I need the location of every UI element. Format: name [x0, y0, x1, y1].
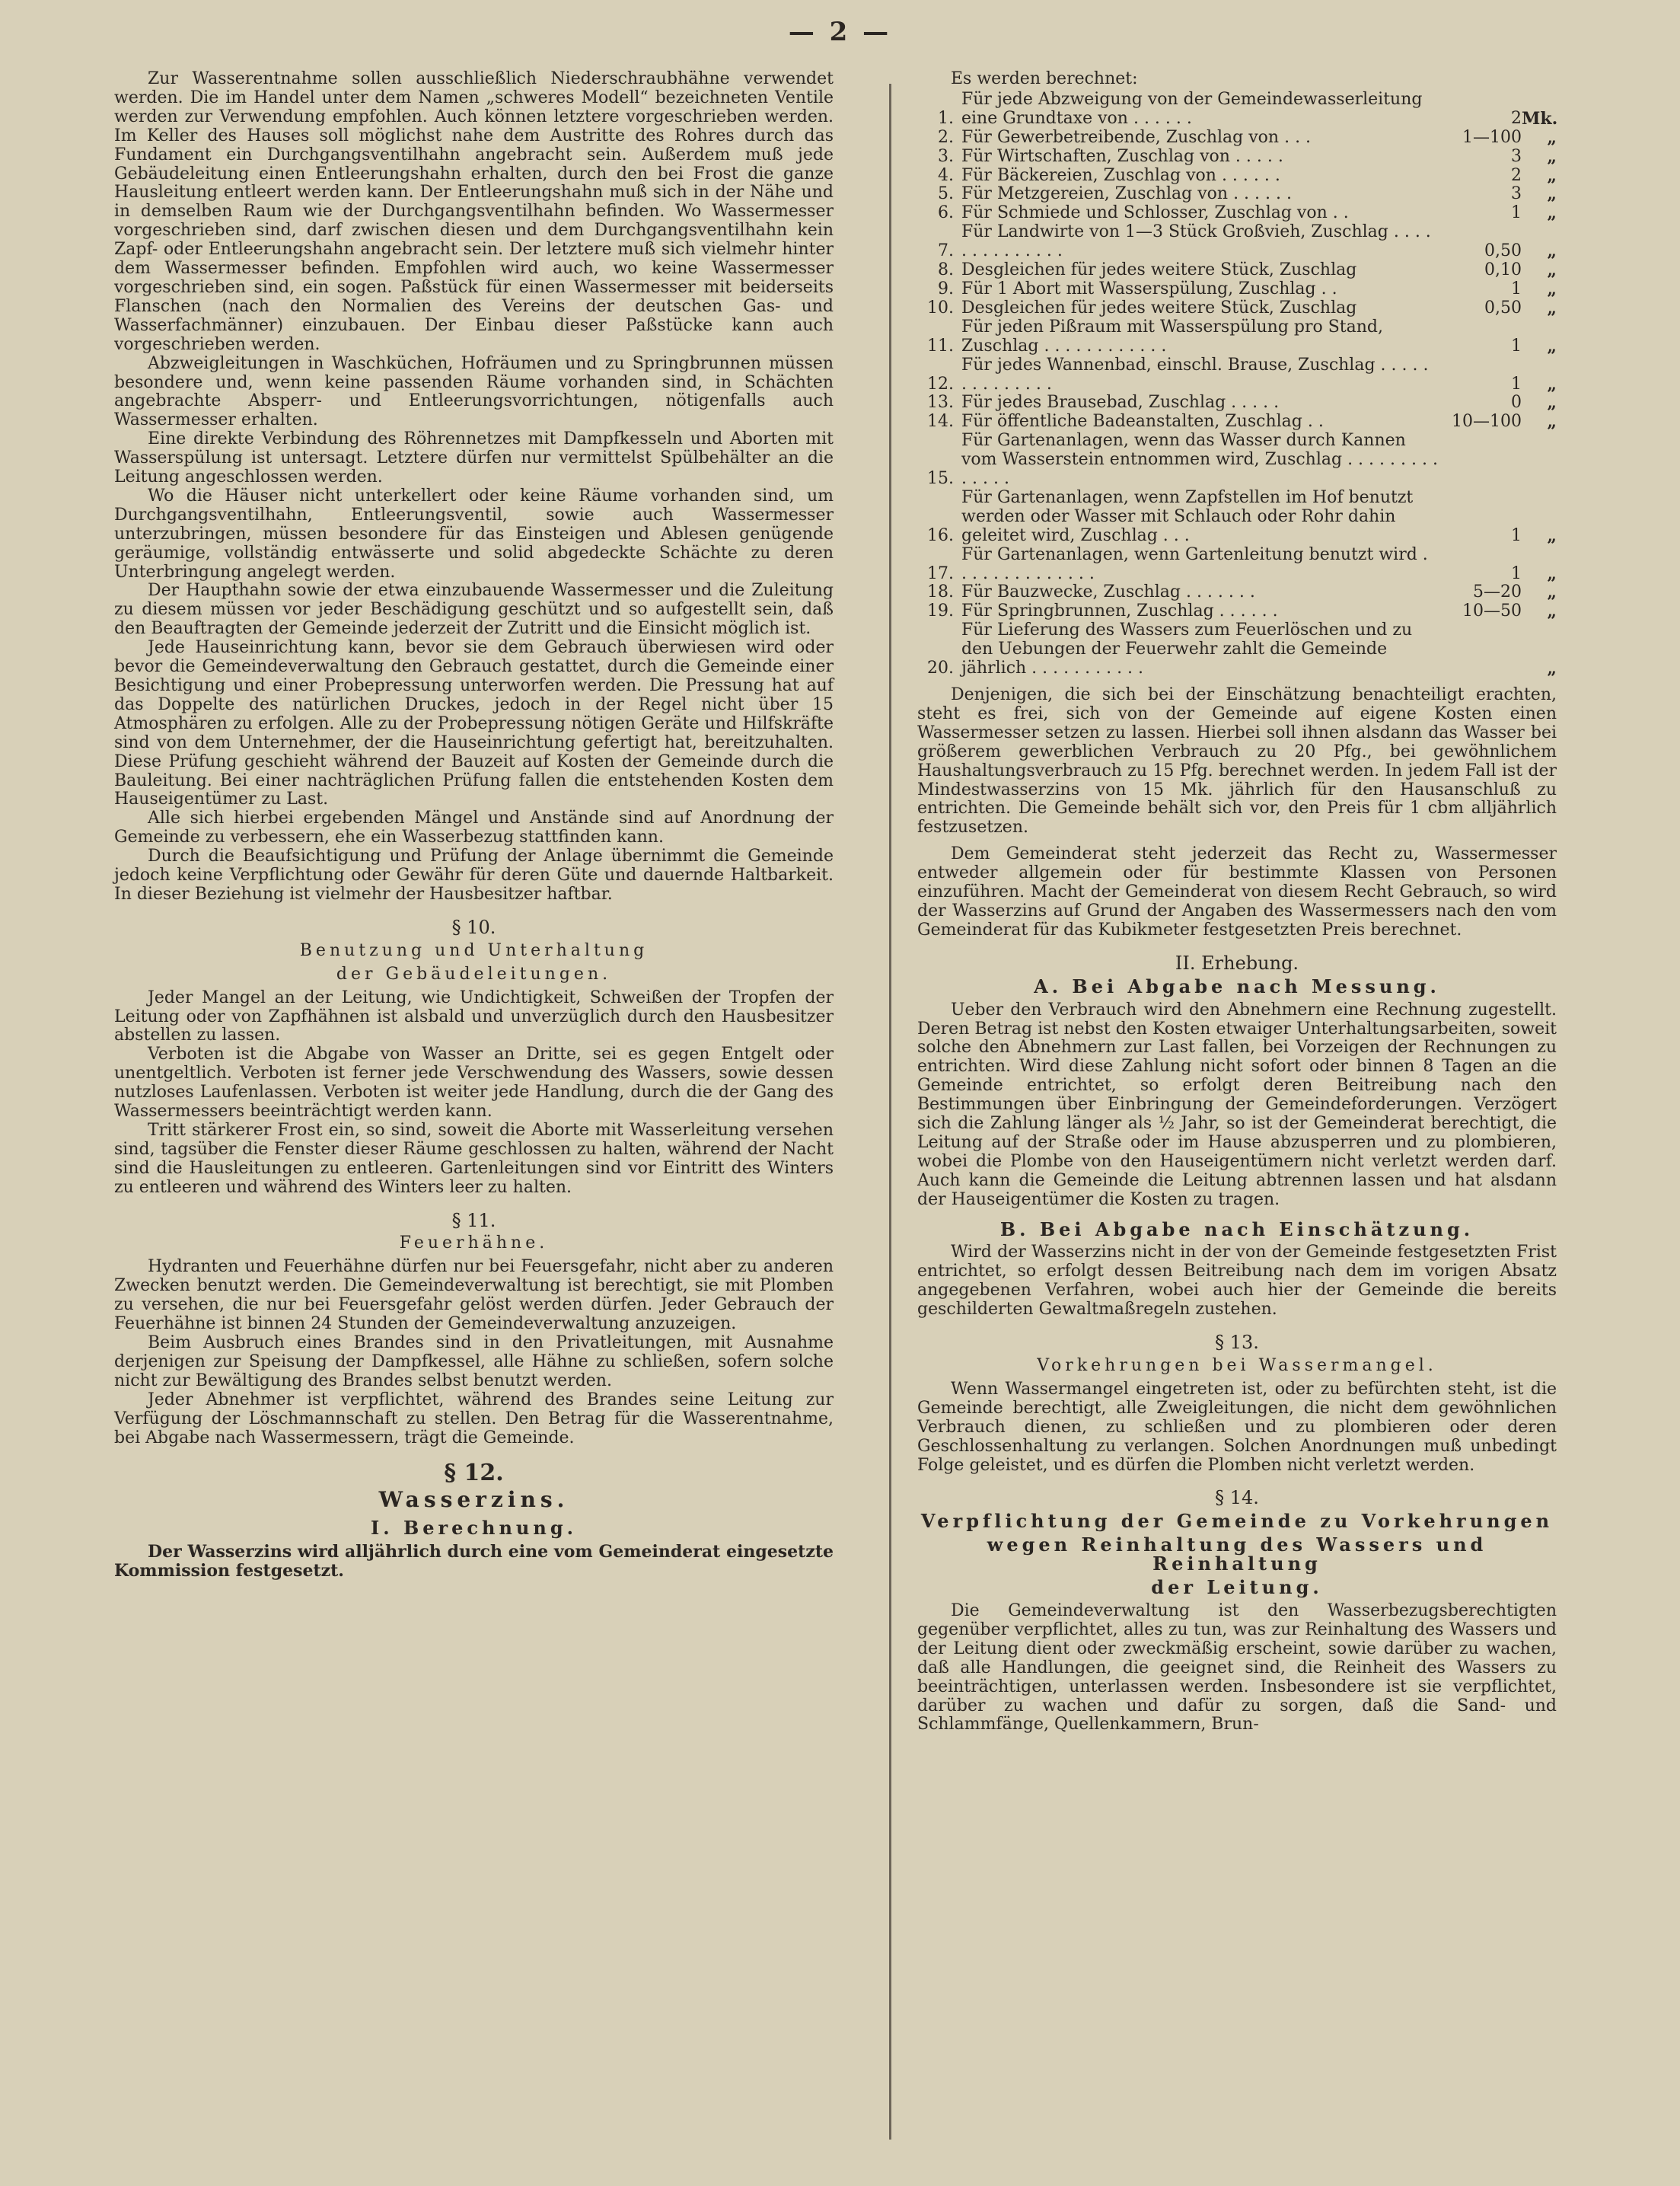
fee-unit: „: [1547, 582, 1557, 603]
section-title-12: Wasserzins.: [378, 1487, 569, 1513]
fees-intro: Es werden berechnet:: [951, 69, 1138, 88]
fee-amount: 1: [1511, 279, 1522, 298]
fee-number: 6.: [938, 203, 954, 223]
fee-amount: 3: [1511, 146, 1522, 166]
fee-row: [917, 129, 1557, 148]
paragraph: Verboten ist die Abgabe von Wasser an Dritte, sei es gegen Entgelt oder unentgeltlich. Verboten ist ferner jede Verschwendung des Wassers, sowie dessen nutzloses Laufenlassen. Verboten ist weiter jede Handlung, durch die der Gang des Wassermessers beeinträchtigt werden kann.: [114, 1045, 834, 1122]
section-title-14-line2: wegen Reinhaltung des Wassers und Reinhaltung: [987, 1533, 1487, 1575]
fee-description: Für jede Abzweigung von der Gemeindewasserleitung eine Grundtaxe von . . . . . .: [961, 89, 1423, 128]
fee-row: [917, 432, 1557, 489]
fee-number: 20.: [927, 659, 954, 678]
fee-row: [917, 223, 1557, 261]
fee-number: 11.: [927, 336, 954, 356]
fee-unit: „: [1547, 298, 1557, 318]
fee-row: [917, 261, 1557, 280]
paragraph: Denjenigen, die sich bei der Einschätzung benachteiligt erachten, steht es frei, sich von der Gemeinde auf eigene Kosten einen Wassermesser setzen zu lassen. Hierbei soll ihnen alsdann das Wasser bei größerem gewerblichen Verbrauch zu 20 Pfg., bei gewöhnlichem Haushaltungsverbrauch zu 15 Pfg. berechnet werden. In jedem Fall ist der Mindestwasserzins von 15 Mk. jährlich für den Hausanschluß zu entrichten. Die Gemeinde behält sich vor, den Preis für 1 cbm alljährlich festzusetzen.: [917, 685, 1557, 838]
section-number-10: § 10.: [451, 916, 496, 938]
fee-amount: 1: [1511, 336, 1522, 356]
fee-unit: „: [1547, 184, 1557, 205]
subsection-title-b: B. Bei Abgabe nach Einschätzung.: [999, 1217, 1474, 1240]
fee-row: [917, 489, 1557, 546]
left-column: [114, 70, 834, 1581]
section-title-11: Feuerhähne.: [399, 1233, 549, 1253]
fee-row: [917, 356, 1557, 394]
fee-unit: „: [1547, 146, 1557, 167]
fee-number: 7.: [938, 241, 954, 261]
fee-amount: 1: [1511, 563, 1522, 583]
paragraph: Jede Hauseinrichtung kann, bevor sie dem Gebrauch überwiesen wird oder bevor die Gemeindeverwaltung den Gebrauch gestattet, durch die Gemeinde einer Besichtigung und einer Probepressung unterworfen werden. Die Pressung hat auf das Doppelte des natürlichen Druckes, jedoch in der Regel nicht über 15 Atmosphären zu erfolgen. Alle zu der Probepressung nötigen Geräte und Hilfskräfte sind von dem Unternehmer, der die Hauseinrichtung gefertigt hat, bereitzuhalten. Diese Prüfung geschieht während der Bauzeit auf Kosten der Gemeinde durch die Bauleitung. Bei einer nachträglichen Prüfung fallen die entstehenden Kosten dem Hauseigentümer zu Last.: [114, 638, 834, 809]
fee-number: 16.: [927, 525, 954, 545]
paragraph: Der Wasserzins wird alljährlich durch eine vom Gemeinderat eingesetzte Kommission festgesetzt.: [114, 1542, 834, 1581]
fee-unit: „: [1547, 659, 1557, 679]
fee-description: Für 1 Abort mit Wasserspülung, Zuschlag . .: [961, 279, 1337, 298]
fee-number: 1.: [938, 108, 954, 128]
fee-amount: 0: [1511, 393, 1522, 413]
section-title-14-line3: der Leitung.: [1151, 1576, 1323, 1599]
section-title-13: Vorkehrungen bei Wassermangel.: [1037, 1356, 1437, 1375]
fee-description: Für Schmiede und Schlosser, Zuschlag von . .: [961, 203, 1349, 223]
page-number: — 2 —: [788, 17, 892, 47]
fee-amount: 3: [1511, 184, 1522, 204]
fee-unit: „: [1547, 336, 1557, 356]
fee-row: [917, 167, 1557, 186]
fee-amount: 1: [1511, 374, 1522, 394]
fee-row: [917, 621, 1557, 678]
fee-row: [917, 546, 1557, 584]
paragraph: Die Gemeindeverwaltung ist den Wasserbezugsberechtigten gegenüber verpflichtet, alles zu tun, was zur Reinhaltung des Wassers und der Leitung dient oder zweckmäßig erscheint, sowie darüber zu wachen, daß alle Handlungen, die geeignet sind, die Reinheit des Wassers zu beeinträchtigen, unterlassen werden. Insbesondere ist sie verpflichtet, darüber zu wachen und dafür zu sorgen, daß die Sand- und Schlammfänge, Quellenkammern, Brun-: [917, 1600, 1557, 1734]
paragraph: Durch die Beaufsichtigung und Prüfung der Anlage übernimmt die Gemeinde jedoch keine Verpflichtung oder Gewähr für deren Güte und dauernde Haltbarkeit. In dieser Beziehung ist vielmehr der Hausbesitzer haftbar.: [114, 847, 834, 904]
fee-unit: „: [1547, 602, 1557, 622]
fee-row: [917, 299, 1557, 318]
paragraph: Der Haupthahn sowie der etwa einzubauende Wassermesser und die Zuleitung zu diesem müssen vor jeder Beschädigung geschützt und so aufgestellt sein, daß den Beauftragten der Gemeinde jederzeit der Zutritt und die Einsicht möglich ist.: [114, 581, 834, 639]
section-number-12: § 12.: [444, 1460, 504, 1487]
paragraph: Jeder Mangel an der Leitung, wie Undichtigkeit, Schweißen der Tropfen der Leitung oder von Zapfhähnen ist alsbald und unverzüglich durch den Hausbesitzer abstellen zu lassen.: [114, 988, 834, 1045]
paragraph: Jeder Abnehmer ist verpflichtet, während des Brandes seine Leitung zur Verfügung der Löschmannschaft zu stellen. Den Betrag für die Wasserentnahme, bei Abgabe nach Wassermessern, trägt die Gemeinde.: [114, 1390, 834, 1447]
fee-number: 10.: [927, 298, 954, 318]
fee-list: [917, 91, 1557, 678]
section-title-14-line1: Verpflichtung der Gemeinde zu Vorkehrungen: [920, 1510, 1554, 1533]
fee-unit: „: [1547, 165, 1557, 186]
paragraph: Beim Ausbruch eines Brandes sind in den Privatleitungen, mit Ausnahme derjenigen zur Speisung der Dampfkessel, alle Hähne zu schließen, sofern solche nicht zur Bewältigung des Brandes selbst benutzt werden.: [114, 1333, 834, 1390]
fee-number: 13.: [927, 393, 954, 413]
fee-row: [917, 280, 1557, 299]
fee-number: 17.: [927, 563, 954, 583]
section-number-13: § 13.: [1215, 1332, 1259, 1354]
fee-number: 8.: [938, 260, 954, 280]
section-title-10-line1: Benutzung und Unterhaltung: [299, 940, 649, 960]
fee-amount: 1—100: [1462, 127, 1522, 147]
fee-description: Für jedes Wannenbad, einschl. Brause, Zuschlag . . . . . . . . . . . . . .: [961, 355, 1429, 394]
paragraph: Eine direkte Verbindung des Röhrennetzes mit Dampfkesseln und Aborten mit Wasserspülung ist untersagt. Letztere dürfen nur vermittelst Spülbehälter an die Leitung angeschlossen werden.: [114, 429, 834, 487]
fee-description: Für Gartenanlagen, wenn Zapfstellen im Hof benutzt werden oder Wasser mit Schlauch oder Rohr dahin geleitet wird, Zuschlag . . .: [961, 487, 1414, 545]
fee-unit: „: [1547, 279, 1557, 299]
fee-amount: 2: [1511, 108, 1522, 128]
paragraph: Hydranten und Feuerhähne dürfen nur bei Feuersgefahr, nicht aber zu anderen Zwecken benutzt werden. Die Gemeindeverwaltung ist berechtigt, sie mit Plomben zu versehen, die nur bei Feuersgefahr gelöst werden dürfen. Jeder Gebrauch der Feuerhähne ist binnen 24 Stunden der Gemeindeverwaltung anzuzeigen.: [114, 1257, 834, 1334]
fee-description: Für Bäckereien, Zuschlag von . . . . . .: [961, 165, 1280, 185]
fee-row: [917, 185, 1557, 204]
fee-description: Für Wirtschaften, Zuschlag von . . . . .: [961, 146, 1283, 166]
fee-description: Desgleichen für jedes weitere Stück, Zuschlag: [961, 298, 1357, 318]
fee-description: Desgleichen für jedes weitere Stück, Zuschlag: [961, 260, 1357, 280]
fee-unit: „: [1547, 260, 1557, 281]
fee-row: [917, 583, 1557, 602]
fee-number: 9.: [938, 279, 954, 298]
fee-number: 15.: [927, 469, 954, 489]
fee-unit: „: [1547, 203, 1557, 224]
paragraph: Wo die Häuser nicht unterkellert oder keine Räume vorhanden sind, um Durchgangsventilhahn, Entleerungsventil, sowie auch Wassermesser unterzubringen, müssen besondere für das Einsteigen und Ablesen genügende geräumige, vollständig entwässerte und solid abgedeckte Schächte zu deren Unterbringung angelegt werden.: [114, 486, 834, 582]
fee-description: Für jeden Pißraum mit Wasserspülung pro Stand, Zuschlag . . . . . . . . . . . .: [961, 317, 1384, 356]
paragraph: Abzweigleitungen in Waschküchen, Hofräumen und zu Springbrunnen müssen besondere und, wenn keine passenden Räume vorhanden sind, in Schächten angebrachte Absperr- und Entleerungsvorrichtungen, nötigenfalls auch Wassermesser erhalten.: [114, 353, 834, 430]
section-number-14: § 14.: [1215, 1487, 1259, 1509]
fee-description: Für öffentliche Badeanstalten, Zuschlag . .: [961, 412, 1324, 432]
section-title-10-line2: der Gebäudeleitungen.: [336, 964, 612, 984]
fee-description: Für Gartenanlagen, wenn das Wasser durch Kannen vom Wasserstein entnommen wird, Zuschlag . . . . . . . . . . . . . .: [961, 431, 1438, 489]
section-number-11: § 11.: [451, 1209, 496, 1231]
fee-row: [917, 413, 1557, 432]
fee-description: Für Gartenanlagen, wenn Gartenleitung benutzt wird . . . . . . . . . . . . . .: [961, 544, 1428, 583]
fee-unit: „: [1547, 241, 1557, 262]
section-heading-erhebung: II. Erhebung.: [1175, 952, 1299, 974]
fee-row: [917, 204, 1557, 223]
fee-number: 12.: [927, 374, 954, 394]
fee-amount: 10—50: [1462, 602, 1522, 621]
fee-number: 4.: [938, 165, 954, 185]
fee-amount: 0,50: [1484, 241, 1522, 261]
paragraph: Zur Wasserentnahme sollen ausschließlich Niederschraubhähne verwendet werden. Die im Handel unter dem Namen „schweres Modell“ bezeichneten Ventile werden zur Verwendung empfohlen. Auch können letztere vorgeschrieben werden. Im Keller des Hauses soll möglichst nahe dem Austritte des Rohres durch das Fundament ein Durchgangsventilhahn angebracht sein. Außerdem muß jede Gebäudeleitung einen Entleerungshahn erhalten, durch den bei Frost die ganze Hausleitung entleert werden kann. Der Entleerungshahn muß sich in der Nähe und in demselben Raum wie der Durchgangsventilhahn befinden. Wo Wassermesser vorgeschrieben sind, darf zwischen diesen und dem Durchgangsventilhahn kein Zapf- oder Entleerungshahn angebracht sein. Der letztere muß sich vielmehr hinter dem Wassermesser befinden. Empfohlen wird auch, wo keine Wassermesser vorgeschrieben sind, ein sogen. Paßstück für einen Wassermesser mit beiderseits Flanschen (nach den Normalien des Vereins der deutschen Gas- und Wasserfachmänner) einzubauen. Der Einbau dieser Paßstücke kann auch vorgeschrieben werden.: [114, 69, 834, 354]
paragraph: Dem Gemeinderat steht jederzeit das Recht zu, Wassermesser entweder allgemein oder für bestimmte Klassen von Personen einzuführen. Macht der Gemeinderat von diesem Recht Gebrauch, so wird der Wasserzins auf Grund der Angaben des Wassermessers nach den vom Gemeinderat für das Kubikmeter festgesetzten Preis berechnet.: [917, 844, 1557, 940]
fee-number: 18.: [927, 582, 954, 602]
subsection-title: I. Berechnung.: [371, 1517, 577, 1540]
fee-row: [917, 318, 1557, 356]
paragraph: Wenn Wassermangel eingetreten ist, oder zu befürchten steht, ist die Gemeinde berechtigt, alle Zweigleitungen, die nicht dem gewöhnlichen Verbrauch dienen, zu schließen und zu plombieren oder deren Geschlossenhaltung zu verlangen. Solchen Anordnungen muß unbedingt Folge geleistet, und es dürfen die Plomben nicht verletzt werden.: [917, 1379, 1557, 1475]
subsection-title-a: A. Bei Abgabe nach Messung.: [1034, 975, 1440, 997]
fee-row: [917, 394, 1557, 413]
fee-unit: Mk.: [1522, 108, 1558, 129]
fee-row: [917, 91, 1557, 129]
fee-amount: 1: [1511, 525, 1522, 545]
fee-description: Für jedes Brausebad, Zuschlag . . . . .: [961, 393, 1280, 413]
paragraph: Wird der Wasserzins nicht in der von der Gemeinde festgesetzten Frist entrichtet, so erfolgt dessen Beitreibung nach dem im vorigen Absatz angegebenen Verfahren, wobei auch hier der Gemeinde die bereits geschilderten Gewaltmaßregeln zustehen.: [917, 1243, 1557, 1320]
fee-amount: 1: [1511, 203, 1522, 223]
column-divider: [889, 84, 891, 2140]
fee-amount: 0,10: [1484, 260, 1522, 280]
fee-description: Für Springbrunnen, Zuschlag . . . . . .: [961, 602, 1278, 621]
paragraph: Tritt stärkerer Frost ein, so sind, soweit die Aborte mit Wasserleitung versehen sind, tagsüber die Fenster dieser Räume geschlossen zu halten, während der Nacht sind die Hausleitungen zu entleeren. Gartenleitungen sind vor Eintritt des Winters zu entleeren und während des Winters leer zu halten.: [114, 1120, 834, 1197]
fee-description: Für Gewerbetreibende, Zuschlag von . . .: [961, 127, 1312, 147]
fee-number: 19.: [927, 602, 954, 621]
fee-amount: 5—20: [1473, 582, 1522, 602]
fee-number: 14.: [927, 412, 954, 432]
fee-unit: „: [1547, 412, 1557, 432]
fee-number: 3.: [938, 146, 954, 166]
fee-number: 2.: [938, 127, 954, 147]
fee-number: 5.: [938, 184, 954, 204]
fee-unit: „: [1547, 525, 1557, 546]
fee-unit: „: [1547, 393, 1557, 413]
fee-description: Für Landwirte von 1—3 Stück Großvieh, Zuschlag . . . . . . . . . . . . . .: [961, 222, 1431, 261]
fee-unit: „: [1547, 563, 1557, 584]
right-column: [917, 70, 1557, 1734]
fee-amount: 10—100: [1452, 412, 1522, 432]
fee-description: Für Metzgereien, Zuschlag von . . . . . .: [961, 184, 1292, 204]
fee-unit: „: [1547, 374, 1557, 394]
paragraph: Alle sich hierbei ergebenden Mängel und Anstände sind auf Anordnung der Gemeinde zu verbessern, ehe ein Wasserbezug stattfinden kann.: [114, 809, 834, 847]
fee-description: Für Lieferung des Wassers zum Feuerlöschen und zu den Uebungen der Feuerwehr zahlt die Gemeinde jährlich . . . . . . . . . . .: [961, 621, 1413, 678]
fee-amount: 2: [1511, 165, 1522, 185]
fee-amount: 0,50: [1484, 298, 1522, 318]
fee-row: [917, 148, 1557, 167]
fee-unit: „: [1547, 127, 1557, 148]
paragraph: Ueber den Verbrauch wird den Abnehmern eine Rechnung zugestellt. Deren Betrag ist nebst den Kosten etwaiger Unterhaltungsarbeiten, soweit solche den Abnehmern zur Last fallen, bei Vorzeigen der Rechnungen zu entrichten. Wird diese Zahlung nicht sofort oder binnen 8 Tagen an die Gemeinde entrichtet, so erfolgt deren Beitreibung nach den Bestimmungen über Einbringung der Gemeindeforderungen. Verzögert sich die Zahlung länger als ½ Jahr, so ist der Gemeinderat berechtigt, die Leitung auf der Straße oder im Hause abzusperren und zu plombieren, wobei die Plombe von den Hauseigentümern nicht verletzt werden darf. Auch kann die Gemeinde die Leitung abtrennen lassen und hat alsdann der Hauseigentümer die Kosten zu tragen.: [917, 1000, 1557, 1209]
fee-description: Für Bauzwecke, Zuschlag . . . . . . .: [961, 582, 1255, 602]
fee-row: [917, 602, 1557, 621]
